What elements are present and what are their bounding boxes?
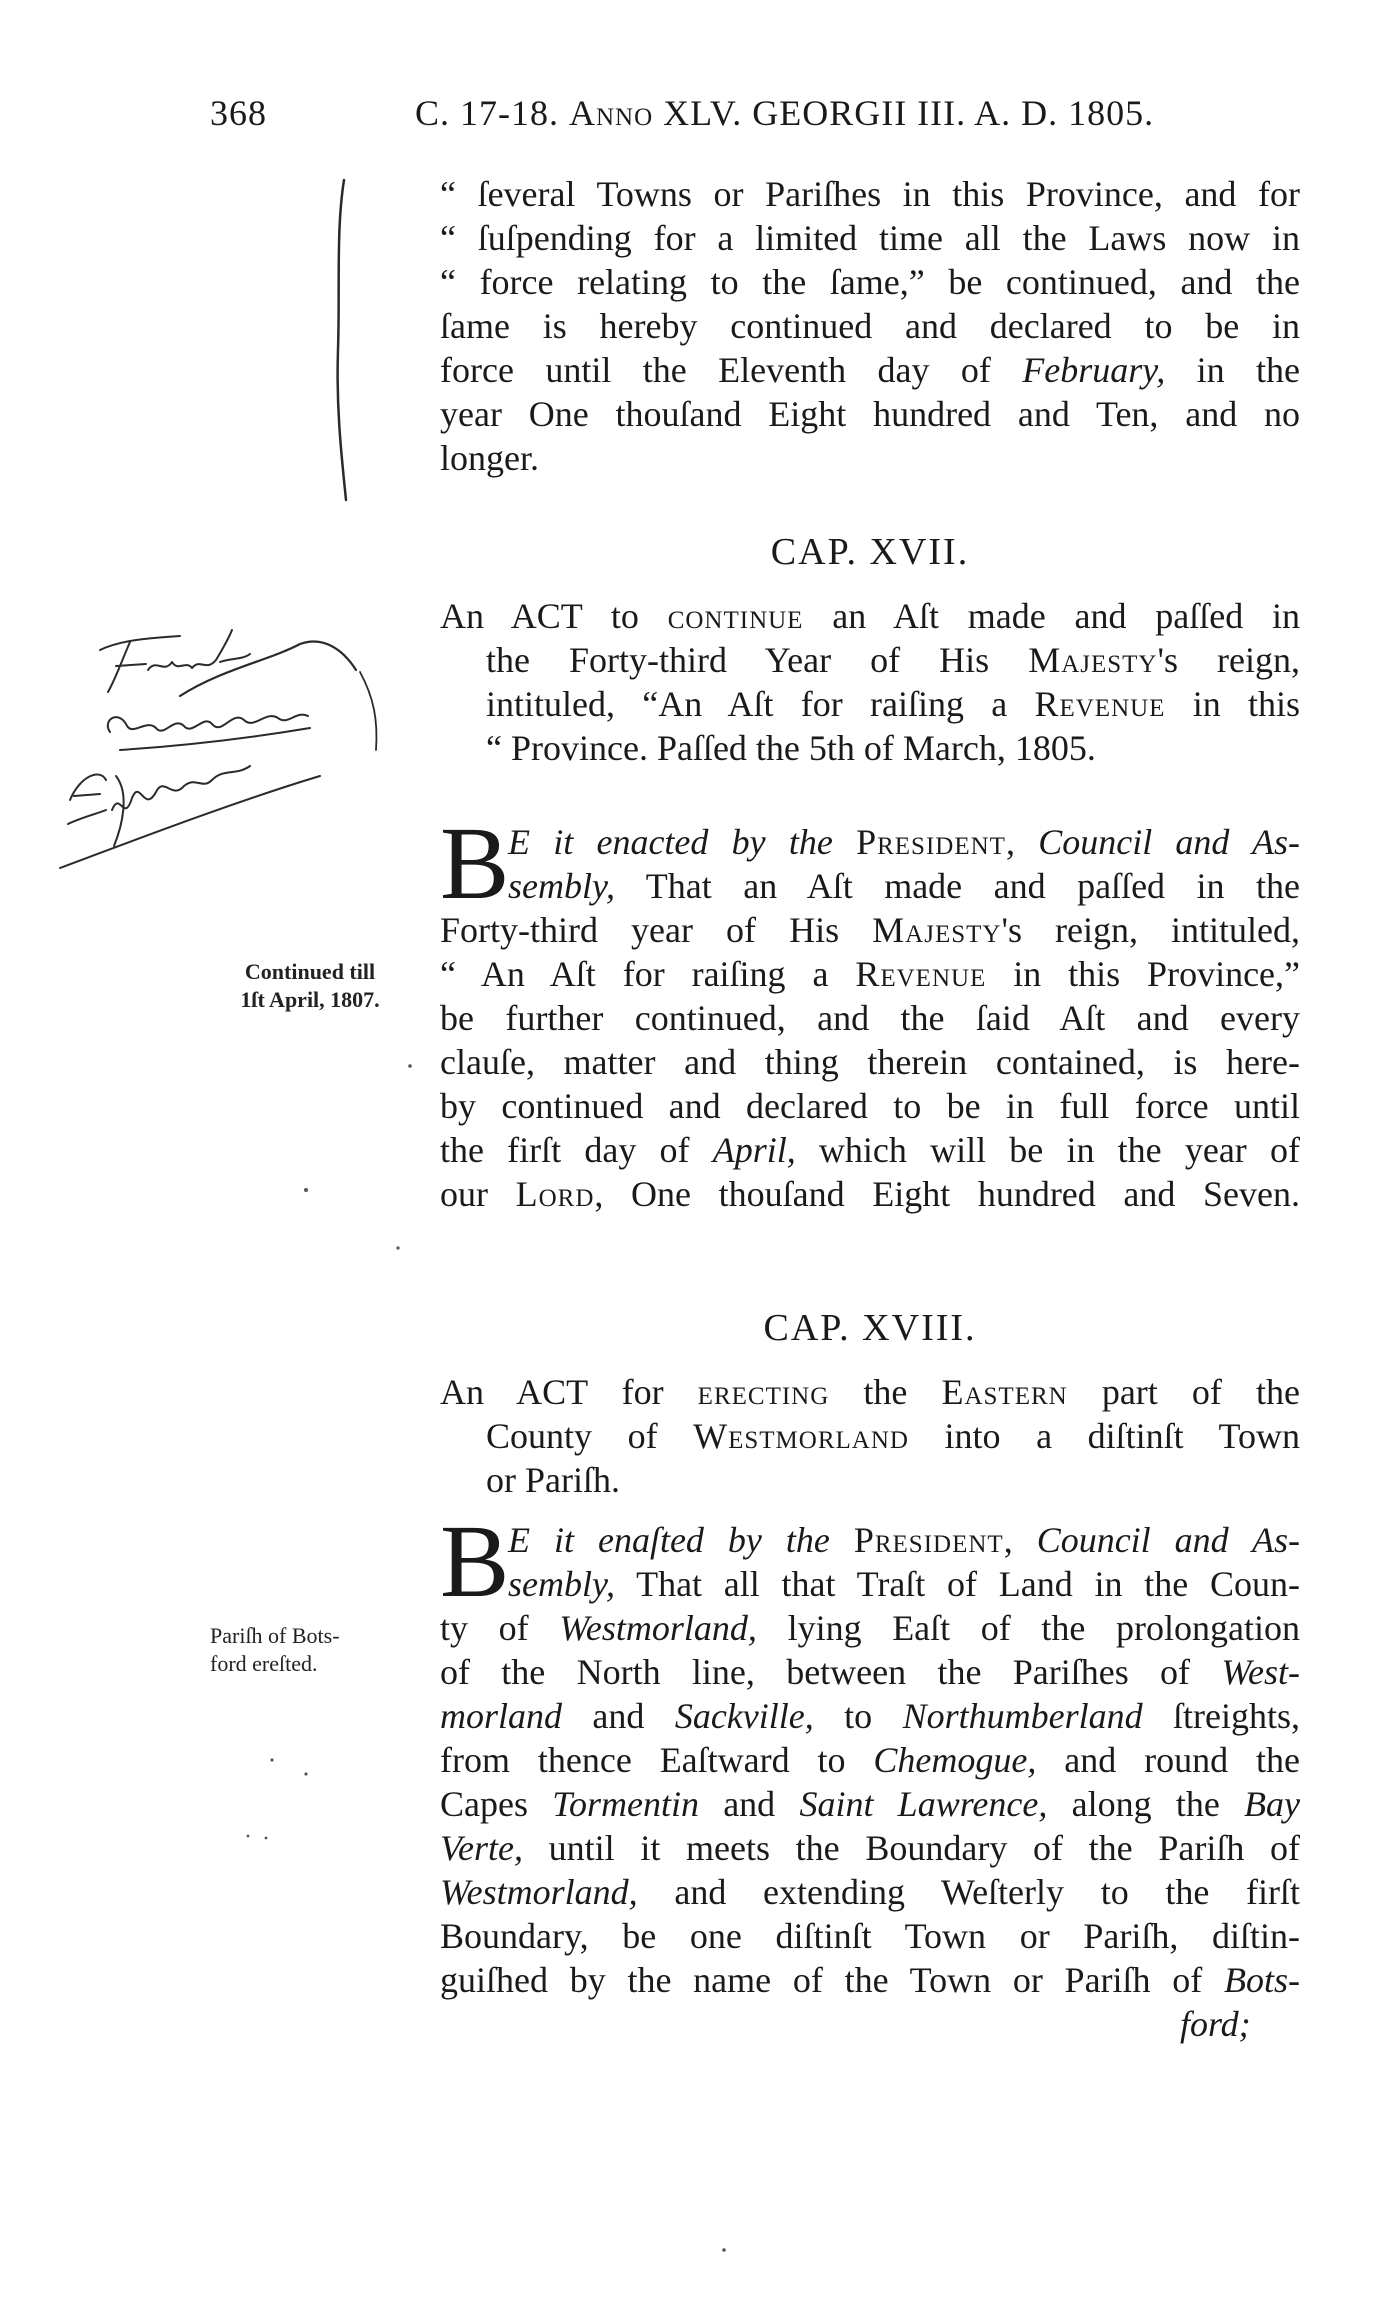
- text-line: clauſe, matter and thing therein contained, is here-: [440, 1042, 1300, 1082]
- margin-note-parish: Pariſh of Bots- ford ereſted.: [210, 1623, 340, 1676]
- title-line: County of Westmorland into a diſtinſt Town: [486, 1416, 1300, 1456]
- cap-17-heading: CAP. XVII.: [770, 531, 970, 573]
- text-line: E it enacted by the President, Council and As-: [508, 822, 1301, 862]
- title-line: An ACT to continue an Aſt made and paſſed in: [440, 596, 1300, 636]
- text-line: “ ſuſpending for a limited time all the Laws now in: [440, 218, 1300, 258]
- text-line: by continued and declared to be in full force until: [440, 1086, 1300, 1126]
- title-line: the Forty-third Year of His Majesty's reign,: [486, 640, 1300, 680]
- title-line: “ Province. Paſſed the 5th of March, 1805.: [486, 728, 1096, 768]
- title-line: intituled, “An Aſt for raiſing a Revenue in this: [486, 684, 1300, 724]
- text-line: ty of Westmorland, lying Eaſt of the prolongation: [440, 1608, 1300, 1648]
- text-line: guiſhed by the name of the Town or Pariſh of Bots-: [440, 1960, 1300, 2000]
- text-line: Forty-third year of His Majesty's reign, intituled,: [440, 910, 1301, 950]
- text-line: of the North line, between the Pariſhes of West-: [440, 1652, 1300, 1692]
- text-line: be further continued, and the ſaid Aſt and every: [440, 998, 1300, 1038]
- title-line: An ACT for erecting the Eastern part of the: [440, 1372, 1300, 1412]
- running-title: C. 17-18. Anno XLV. GEORGII III. A. D. 1805.: [415, 93, 1155, 133]
- text-line: “ force relating to the ſame,” be continued, and the: [440, 262, 1300, 302]
- text-line: Boundary, be one diſtinſt Town or Pariſh, diſtin-: [440, 1916, 1300, 1956]
- text-line: Verte, until it meets the Boundary of the Pariſh of: [440, 1828, 1300, 1868]
- text-line: the firſt day of April, which will be in the year of: [440, 1130, 1300, 1170]
- text-line: ſame is hereby continued and declared to be in: [440, 306, 1300, 346]
- drop-cap: B: [440, 1504, 510, 1619]
- text-line: year One thouſand Eight hundred and Ten, and no: [440, 394, 1300, 434]
- drop-cap: B: [440, 806, 510, 921]
- text-line: “ An Aſt for raiſing a Revenue in this Province,”: [440, 954, 1301, 994]
- text-line: from thence Eaſtward to Chemogue, and round the: [440, 1740, 1301, 1780]
- page-number: 368: [210, 93, 267, 133]
- title-line: or Pariſh.: [486, 1460, 620, 1500]
- text-line: force until the Eleventh day of February, in the: [440, 350, 1301, 390]
- cap-18-heading: CAP. XVIII.: [763, 1307, 977, 1349]
- text-line: Westmorland, and extending Weſterly to the firſt: [440, 1872, 1300, 1912]
- text-line: “ ſeveral Towns or Pariſhes in this Province, and for: [440, 174, 1300, 214]
- text-line: longer.: [440, 438, 539, 478]
- italic-february: February,: [1022, 350, 1166, 390]
- text-line: sembly, That an Aſt made and paſſed in the: [508, 866, 1300, 906]
- text-line: our Lord, One thouſand Eight hundred and Seven.: [440, 1174, 1300, 1214]
- text-line: E it enaſted by the President, Council and As-: [508, 1520, 1300, 1560]
- text-line: morland and Sackville, to Northumberland ſtreights,: [440, 1696, 1300, 1736]
- text-line: sembly, That all that Traſt of Land in the Coun-: [508, 1564, 1300, 1604]
- margin-note-continued: Continued till 1ſt April, 1807.: [240, 959, 380, 1012]
- text-line: Capes Tormentin and Saint Lawrence, along the Bay: [440, 1784, 1301, 1824]
- catchword: ford;: [1180, 2004, 1251, 2044]
